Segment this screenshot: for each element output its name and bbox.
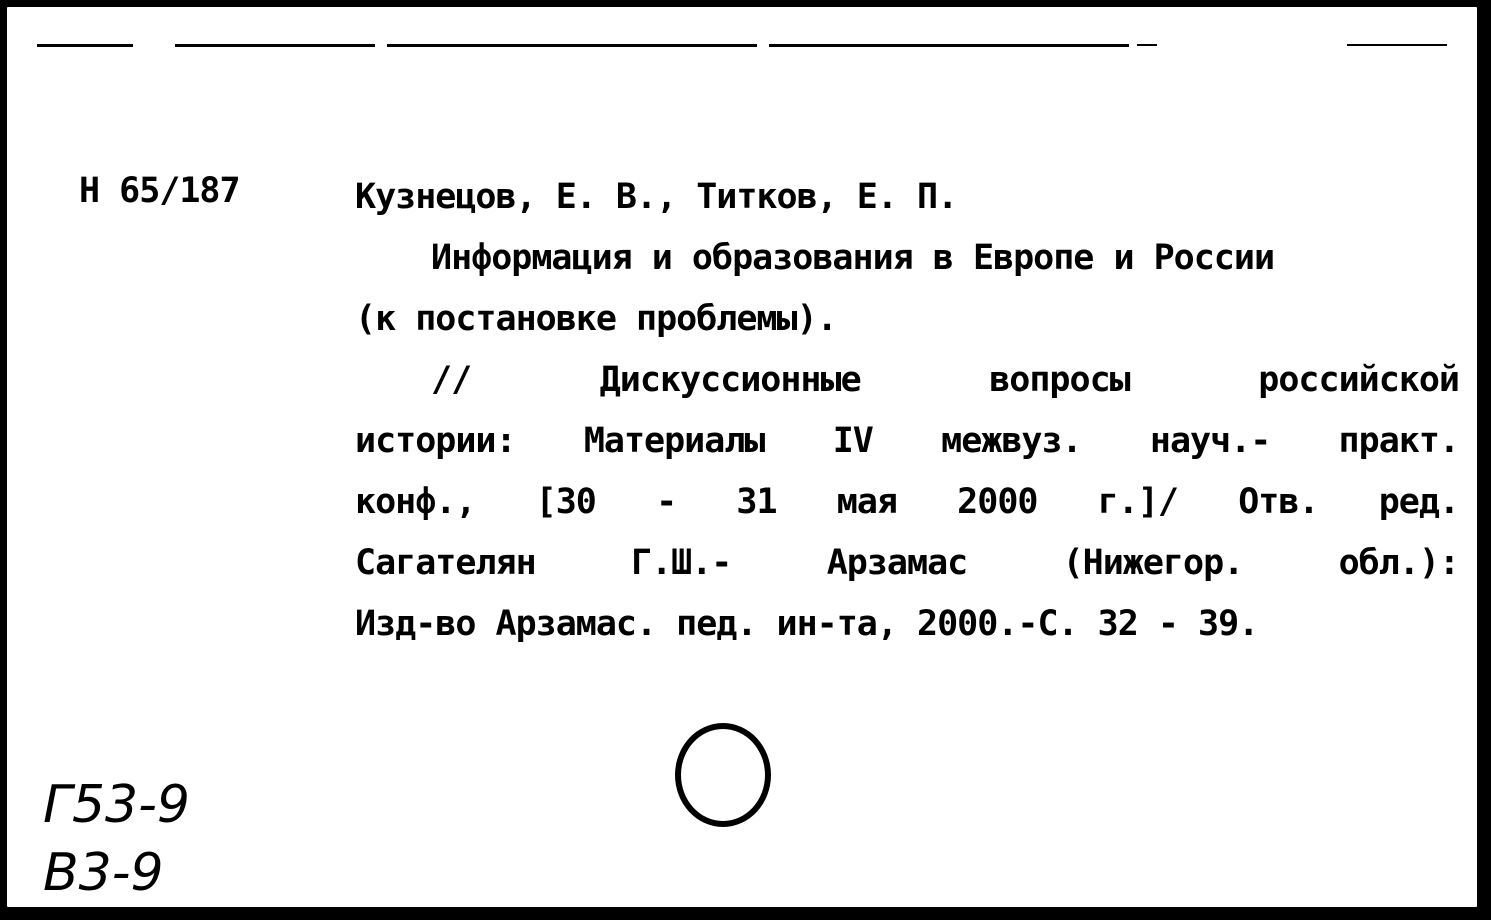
source-line: конф., [30 - 31 мая 2000 г.]/ Отв. ред. bbox=[355, 482, 1459, 522]
top-rule bbox=[1137, 44, 1157, 46]
top-rule bbox=[175, 44, 375, 47]
handwritten-classification: Г53-9 bbox=[43, 775, 190, 835]
bibliographic-entry bbox=[355, 167, 1459, 655]
top-rule bbox=[769, 44, 1129, 47]
authors-line: Кузнецов, Е. В., Титков, Е. П. bbox=[355, 177, 958, 217]
title-line: Информация и образования в Европе и России bbox=[431, 238, 1275, 278]
source-line: // Дискуссионные вопросы российской bbox=[431, 360, 1459, 400]
top-rule bbox=[37, 44, 133, 47]
punch-hole bbox=[675, 723, 771, 827]
source-line: истории: Материалы IV межвуз. науч.- практ. bbox=[355, 421, 1459, 461]
catalog-card bbox=[4, 4, 1480, 910]
title-line: (к постановке проблемы). bbox=[355, 299, 837, 339]
source-line: Изд-во Арзамас. пед. ин-та, 2000.-С. 32 - 39. bbox=[355, 604, 1259, 644]
source-line: Сагателян Г.Ш.- Арзамас (Нижегор. обл.): bbox=[355, 543, 1459, 583]
top-rule bbox=[387, 44, 757, 47]
handwritten-classification: В3-9 bbox=[43, 843, 164, 903]
call-number: Н 65/187 bbox=[79, 171, 240, 211]
top-rule bbox=[1347, 44, 1447, 46]
